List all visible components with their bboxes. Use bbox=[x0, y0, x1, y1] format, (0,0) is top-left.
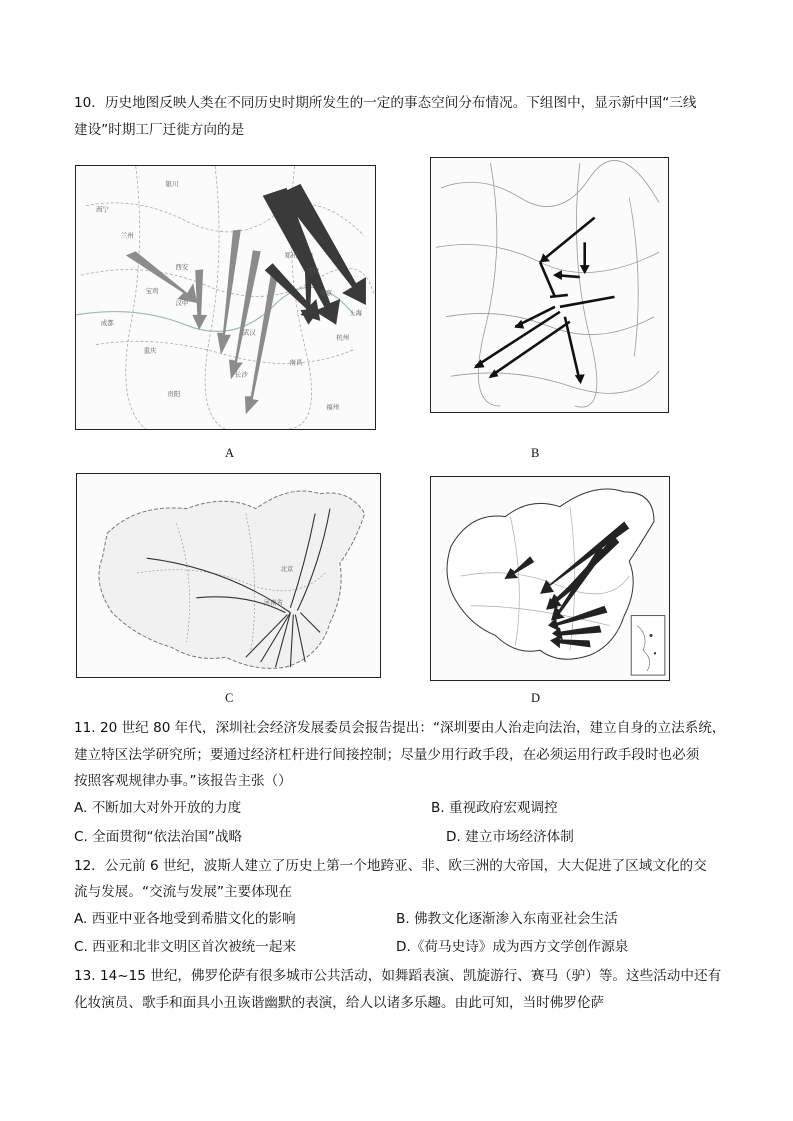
map-a-label: 福州 bbox=[326, 403, 340, 412]
map-china-arrows-icon bbox=[431, 477, 669, 680]
q12-option-d[interactable]: D.《荷马史诗》成为西方文学创作源泉 bbox=[396, 939, 629, 955]
q13-stem-line1: 13. 14~15 世纪，佛罗伦萨有很多城市公共活动，如舞蹈表演、凯旋游行、赛马（驴）等。这些活动中还有 bbox=[74, 968, 722, 984]
map-c-label: 北京 bbox=[280, 565, 294, 574]
q12-option-a[interactable]: A. 西亚中亚各地受到希腊文化的影响 bbox=[74, 911, 296, 927]
map-a-caption: A bbox=[225, 446, 235, 460]
map-a-label: 成都 bbox=[100, 318, 114, 327]
q12-option-c[interactable]: C. 西亚和北非文明区首次被统一起来 bbox=[74, 939, 297, 955]
map-c bbox=[76, 473, 381, 678]
map-a-label: 杭州 bbox=[336, 333, 350, 342]
map-a-label: 郑州 bbox=[284, 251, 298, 260]
q10-stem-line2: 建设”时期工厂迁徙方向的是 bbox=[74, 122, 245, 138]
map-c-label: 河南省 bbox=[263, 598, 283, 607]
map-a-label: 重庆 bbox=[143, 346, 157, 355]
map-a-label: 武汉 bbox=[242, 328, 256, 337]
map-a-label: 西宁 bbox=[95, 205, 109, 214]
map-a-label: 西安 bbox=[175, 263, 189, 272]
map-a bbox=[75, 165, 376, 430]
map-a-label: 上海 bbox=[349, 308, 362, 317]
q10-stem-line1: 10．历史地图反映人类在不同历史时期所发生的一定的事态空间分布情况。下组图中，显示新中国“三线 bbox=[74, 95, 697, 111]
map-b bbox=[430, 157, 669, 413]
q12-stem-line2: 流与发展。“交流与发展”主要体现在 bbox=[74, 884, 292, 900]
q11-option-d[interactable]: D. 建立市场经济体制 bbox=[446, 829, 574, 845]
map-dashed-routes-icon bbox=[77, 474, 380, 677]
q13-stem-line2: 化妆演员、歌手和面具小丑诙谐幽默的表演，给人以诸多乐趣。由此可知，当时佛罗伦萨 bbox=[74, 995, 605, 1011]
map-a-label: 宝鸡 bbox=[145, 287, 159, 296]
map-b-caption: B bbox=[531, 446, 540, 460]
q11-option-b[interactable]: B. 重视政府宏观调控 bbox=[431, 800, 558, 816]
q11-option-a[interactable]: A. 不断加大对外开放的力度 bbox=[74, 800, 242, 816]
q12-stem-line1: 12．公元前 6 世纪，波斯人建立了历史上第一个地跨亚、非、欧三洲的大帝国，大大促进了区域文化的交 bbox=[74, 858, 707, 874]
map-a-label: 开封 bbox=[306, 267, 320, 276]
map-a-label: 长沙 bbox=[234, 370, 248, 379]
q11-stem-line1: 11. 20 世纪 80 年代，深圳社会经济发展委员会报告提出：“深圳要由人治走向法治，建立自身的立法系统， bbox=[74, 720, 726, 736]
map-d-caption: D bbox=[531, 691, 541, 705]
map-a-label: 南京 bbox=[319, 289, 333, 298]
q11-stem-line3: 按照客观规律办事。”该报告主张（） bbox=[74, 773, 292, 789]
map-d bbox=[430, 476, 670, 681]
q11-option-c[interactable]: C. 全面贯彻“依法治国”战略 bbox=[74, 829, 243, 845]
map-a-label: 银川 bbox=[165, 179, 179, 188]
map-a-label: 汉中 bbox=[175, 298, 189, 307]
map-thick-arrows-icon bbox=[76, 166, 375, 429]
q11-stem-line2: 建立特区法学研究所；要通过经济杠杆进行间接控制；尽量少用行政手段，在必须运用行政手段时也必须 bbox=[74, 747, 700, 763]
map-a-label: 南昌 bbox=[289, 358, 303, 367]
map-a-label: 贵阳 bbox=[167, 390, 181, 399]
map-line-arrows-icon bbox=[431, 158, 668, 412]
q12-option-b[interactable]: B. 佛教文化逐渐渗入东南亚社会生活 bbox=[396, 911, 618, 927]
map-a-label: 兰州 bbox=[120, 231, 134, 240]
map-c-caption: C bbox=[225, 691, 234, 705]
